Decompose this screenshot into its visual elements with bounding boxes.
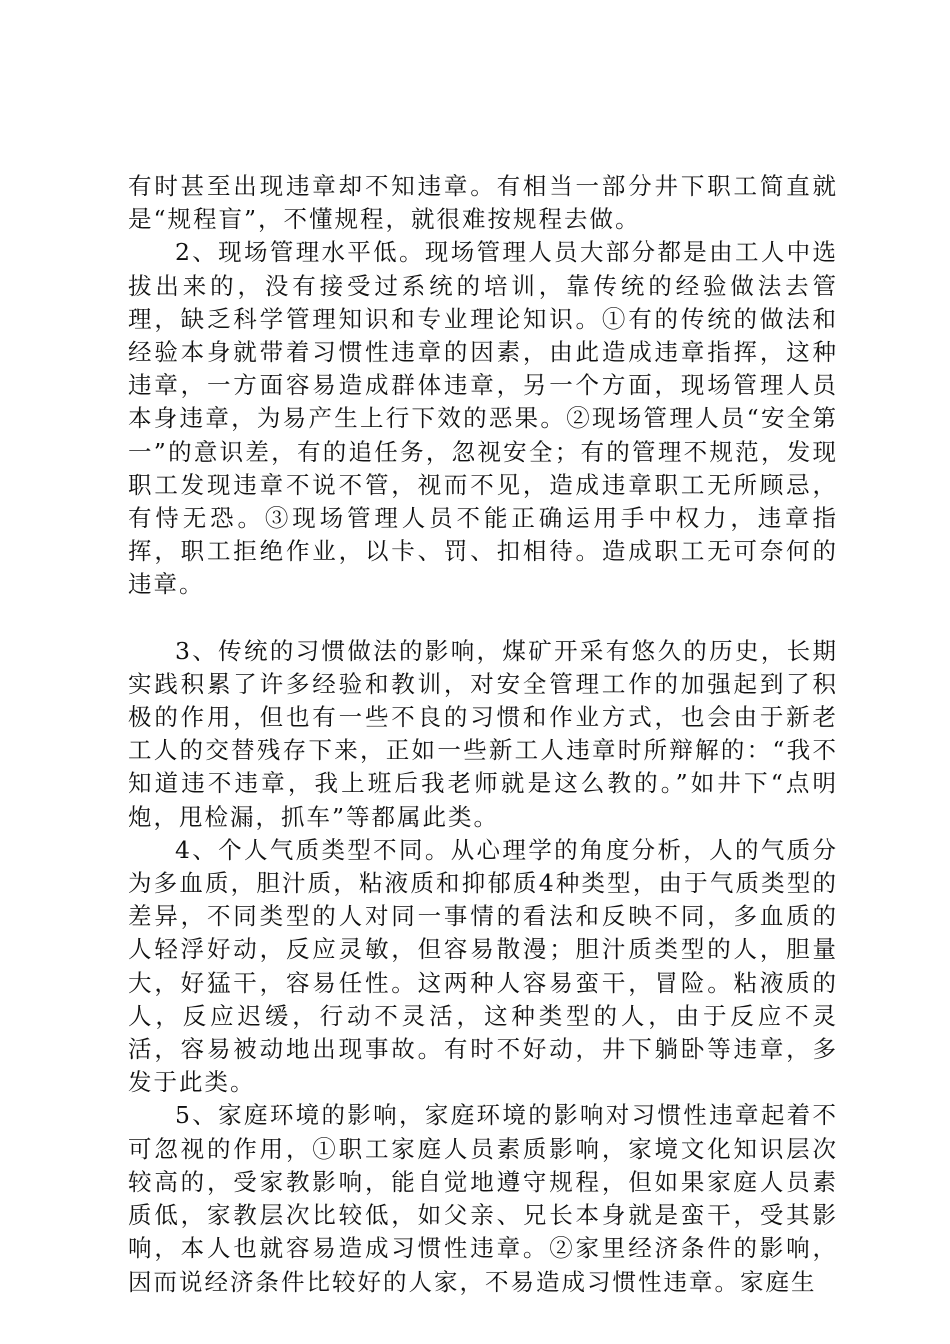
paragraph-item-5: 5、家庭环境的影响，家庭环境的影响对习惯性违章起着不可忽视的作用，①职工家庭人员素质影响，家境文化知识层次较高的，受家教影响，能自觉地遵守规程，但如果家庭人员素质低，家教层次比较低，如父亲、兄长本身就是蛮干，受其影响，本人也就容易造成习惯性违章。②家里经济条件的影响，因而说经济条件比较好的人家，不易造成习惯性违章。家庭生 (128, 1101, 838, 1296)
paragraph-item-2: 2、现场管理水平低。现场管理人员大部分都是由工人中选拔出来的，没有接受过系统的培训，靠传统的经验做法去管理，缺乏科学管理知识和专业理论知识。①有的传统的做法和经验本身就带着习惯性违章的因素，由此造成违章指挥，这种违章，一方面容易造成群体违章，另一个方面，现场管理人员本身违章，为易产生上行下效的恶果。②现场管理人员“安全第一”的意识差，有的追任务，忽视安全；有的管理不规范，发现职工发现违章不说不管，视而不见，造成违章职工无所顾忌，有恃无恐。③现场管理人员不能正确运用手中权力，违章指挥，职工拒绝作业，以卡、罚、扣相待。造成职工无可奈何的违章。 (128, 238, 838, 599)
paragraph-continuation: 有时甚至出现违章却不知违章。有相当一部分井下职工简直就是“规程盲”，不懂规程，就很难按规程去做。 (128, 172, 838, 234)
paragraph-item-3: 3、传统的习惯做法的影响，煤矿开采有悠久的历史，长期实践积累了许多经验和教训，对安全管理工作的加强起到了积极的作用，但也有一些不良的习惯和作业方式，也会由于新老工人的交替残存下来，正如一些新工人违章时所辩解的：“我不知道违不违章，我上班后我老师就是这么教的。”如井下“点明炮，甩检漏，抓车”等都属此类。 (128, 636, 838, 831)
document-body (128, 170, 838, 1299)
paragraph-item-4: 4、个人气质类型不同。从心理学的角度分析，人的气质分为多血质，胆汁质，粘液质和抑郁质4种类型，由于气质类型的差异，不同类型的人对同一事情的看法和反映不同，多血质的人轻浮好动，反应灵敏，但容易散漫；胆汁质类型的人，胆量大，好猛干，容易任性。这两种人容易蛮干，冒险。粘液质的人，反应迟缓，行动不灵活，这种类型的人，由于反应不灵活，容易被动地出现事故。有时不好动，井下躺卧等违章，多发于此类。 (128, 835, 838, 1097)
